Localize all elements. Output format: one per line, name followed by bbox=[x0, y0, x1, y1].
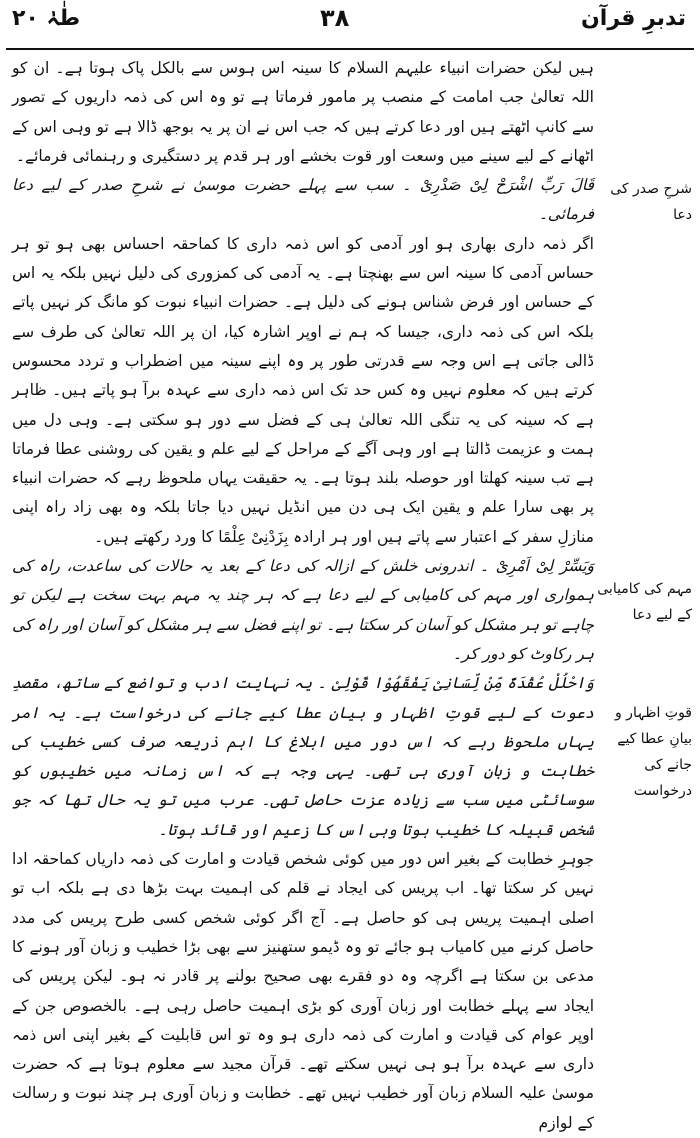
verse-paragraph: وَاحْلُلْ عُقْدَۃً مِّنْ لِّسَانِیْ یَفْقَهُوْا قَوْلِیْ ۔ یہ نہایت ادب و تواضع کے ساتھ، مقصدِ دعوت کے لیے قوتِ اظہار و بیان عطا کیے جانے کی درخواست ہے۔ یہ امر یہاں ملحوظ رہے کہ اس دور میں ابلاغ کا اہم ذریعہ صرف کسی خطیب کی خطابت و زبان آوری ہی تھی۔ یہی وجہ ہے کہ اس زمانہ میں خطیبوں کو سوسائٹی میں سب سے زیادہ عزت حاصل تھی۔ عرب میں تو یہ حال تھا کہ جو شخص قبیلہ کا خطیب ہوتا وہی اس کا زعیم اور قائد ہوتا۔ bbox=[12, 674, 594, 839]
paragraph: جوہرِ خطابت کے بغیر اس دور میں کوئی شخص قیادت و امارت کی ذمہ داریاں کماحقہ ادا نہیں کر سکتا تھا۔ اب پریس کی ایجاد نے قلم کی اہمیت بہت بڑھا دی ہے بلکہ اب تو اصلی اہمیت پریس ہی کو حاصل ہے۔ آج اگر کوئی شخص کسی طرح پریس کی مدد حاصل کرنے میں کامیاب ہو جائے تو وہ ڈیمو ستھنیز سے بھی بڑا خطیب و زبان آور ہونے کا مدعی بن سکتا ہے اگرچہ وہ دو فقرے بھی صحیح بولنے پر قادر نہ ہو۔ لیکن پریس کی ایجاد سے پہلے خطابت اور زبان آوری کو بڑی اہمیت حاصل رہی ہے۔ بالخصوص جن کے اوپر عوام کی قیادت و امارت کی ذمہ داری ہو وہ تو اس قابلیت کے بغیر اپنی اس ذمہ داری سے عہدہ برآ ہو ہی نہیں سکتے تھے۔ قرآن مجید سے معلوم ہوتا ہے کہ حضرت موسیٰ علیہ السلام زبان آور خطیب نہیں تھے۔ خطابت و زبان آوری ہر چند نبوت و رسالت کے لوازم bbox=[12, 850, 594, 1132]
page-number: ۳۸ bbox=[320, 4, 350, 32]
margin-note-eloquence-request: قوتِ اظہار و بیانِ عطا کیے جانے کی درخواست bbox=[614, 705, 692, 799]
margin-note-mission-success: مہم کی کامیابی کے لیے دعا bbox=[597, 581, 692, 623]
book-title: تدبرِ قرآن bbox=[581, 6, 686, 31]
main-text bbox=[12, 54, 594, 1132]
verse-paragraph: وَیَسِّرْ لِیْ اَمْرِیْ ۔ اندرونی خلش کے ازالہ کی دعا کے بعد یہ حالات کی ساعدت، راہ کی ہمواری اور مہم کی کامیابی کے لیے دعا ہے کہ ہر چند یہ مہم بہت سخت ہے لیکن تو چاہے تو ہر مشکل کو آسان کر سکتا ہے۔ تو اپنے فضل سے ہر مشکل کو آسان اور راہ کی ہر رکاوٹ کو دور کر۔ bbox=[12, 557, 594, 663]
paragraph: اگر ذمہ داری بھاری ہو اور آدمی کو اس ذمہ داری کا کماحقہ احساس بھی ہو تو ہر حساس آدمی کا سینہ اس سے بھنچتا ہے۔ یہ آدمی کی کمزوری کی دلیل نہیں بلکہ یہ اس کے حساس اور فرض شناس ہونے کی دلیل ہے۔ حضرات انبیاء نبوت کو مانگ کر نہیں پاتے بلکہ اس کی ذمہ داری، جیسا کہ ہم نے اوپر اشارہ کیا، ان پر اللہ تعالیٰ کی طرف سے ڈالی جاتی ہے اس وجہ سے قدرتی طور پر وہ اپنے سینہ میں اضطراب و تردد محسوس کرتے ہیں کہ معلوم نہیں وہ کس حد تک اس ذمہ داری سے عہدہ برآ ہو پاتے ہیں۔ ظاہر ہے کہ سینہ کی یہ تنگی اللہ تعالیٰ ہی کے فضل سے دور ہو سکتی ہے۔ وہی دل میں ہمت و عزیمت ڈالتا ہے اور وہی آگے کے مراحل کے لیے علم و یقین کی روشنی عطا فرماتا ہے تب سینہ کھلتا اور حوصلہ بلند ہوتا ہے۔ یہ حقیقت یہاں ملحوظ رہے کہ حضرات انبیاء پر بھی سارا علم و یقین ایک ہی دن میں انڈیل نہیں دیا جاتا بلکہ وہ بھی زاد راہ اپنی منازلِ سفر کے اعتبار سے پاتے ہیں اور ہر ارادہ بِزَدْنِیْ عِلْمًا کا ورد رکھتے ہیں۔ bbox=[12, 234, 594, 546]
page-header bbox=[0, 0, 700, 44]
header-rule bbox=[6, 48, 694, 50]
surah-reference: طٰہٰ ۲۰ bbox=[12, 6, 81, 31]
margin-note-sharh-sadr: شرحِ صدر کی دعا bbox=[610, 181, 692, 223]
paragraph: ہیں لیکن حضرات انبیاء علیہم السلام کا سینہ اس ہوس سے بالکل پاک ہوتا ہے۔ ان کو اللہ تعالیٰ جب امامت کے منصب پر مامور فرماتا ہے تو وہ اس کی ذمہ داریوں کے تصور سے کانپ اٹھتے ہیں اور دعا کرتے ہیں کہ جب اس نے ان پر یہ بوجھ ڈالا ہے تو وہی اس کے اٹھانے کے لیے سینے میں وسعت اور قوت بخشے اور ہر قدم پر دستگیری و رہنمائی فرمائے۔ bbox=[12, 59, 594, 165]
verse-paragraph: قَالَ رَبِّ اشْرَحْ لِیْ صَدْرِیْ ۔ سب سے پہلے حضرت موسیٰ نے شرحِ صدر کے لیے دعا فرمائی۔ bbox=[12, 176, 594, 224]
